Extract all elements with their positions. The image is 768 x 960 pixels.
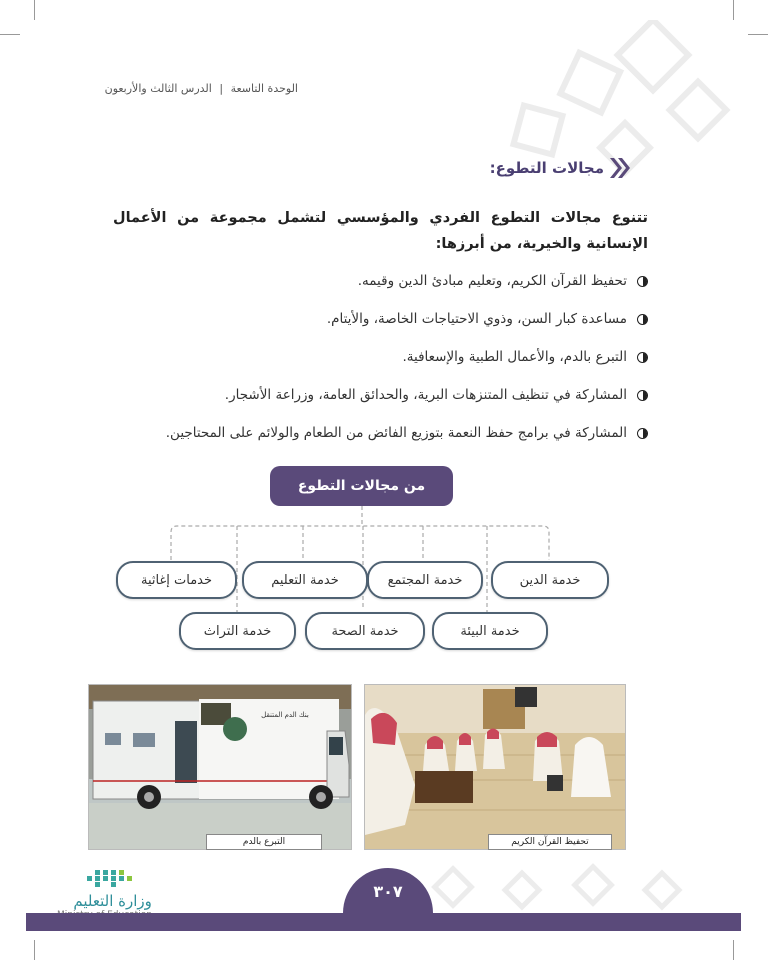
- ministry-dots-icon: [57, 870, 137, 888]
- photo-caption: تحفيظ القرآن الكريم: [488, 834, 612, 850]
- photo-blood-donation: [88, 684, 352, 850]
- unit-label: الوحدة التاسعة: [230, 82, 298, 95]
- domain-pill: خدمة البيئة: [432, 612, 548, 650]
- photo-caption: التبرع بالدم: [206, 834, 322, 850]
- photo-quran-class: [364, 684, 626, 850]
- footer-band: [26, 913, 741, 931]
- section-title: مجالات التطوع:: [489, 159, 604, 177]
- diagram-root: من مجالات التطوع: [270, 466, 453, 506]
- list-item-text: المشاركة في تنظيف المتنزهات البرية، والحدائق العامة، وزراعة الأشجار.: [224, 387, 627, 403]
- domain-pill: خدمة المجتمع: [367, 561, 483, 599]
- truck-sign: بنك الدم المتنقل: [261, 711, 309, 719]
- domain-pill: خدمة الصحة: [305, 612, 425, 650]
- list-item-text: التبرع بالدم، والأعمال الطبية والإسعافية.: [402, 349, 627, 365]
- ministry-name-ar: وزارة التعليم: [73, 892, 152, 910]
- domain-pill: خدمة التعليم: [242, 561, 368, 599]
- list-item-text: مساعدة كبار السن، وذوي الاحتياجات الخاصة، والأيتام.: [326, 311, 627, 327]
- domain-pill: خدمة الدين: [491, 561, 609, 599]
- list-item-text: المشاركة في برامج حفظ النعمة بتوزيع الفائض من الطعام والولائم على المحتاجين.: [165, 425, 627, 441]
- domain-pill: خدمات إغاثية: [116, 561, 237, 599]
- footer-pattern: [420, 860, 740, 912]
- header-separator: |: [219, 82, 224, 95]
- domain-pill: خدمة التراث: [179, 612, 296, 650]
- page-number: ٣٠٧: [343, 868, 433, 914]
- lesson-label: الدرس الثالث والأربعون: [104, 82, 212, 95]
- list-item-text: تحفيظ القرآن الكريم، وتعليم مبادئ الدين وقيمه.: [357, 273, 627, 289]
- intro-paragraph: تتنوع مجالات التطوع الفردي والمؤسسي لتشمل مجموعة من الأعمال الإنسانية والخيرية، من أبرزها:: [113, 210, 648, 252]
